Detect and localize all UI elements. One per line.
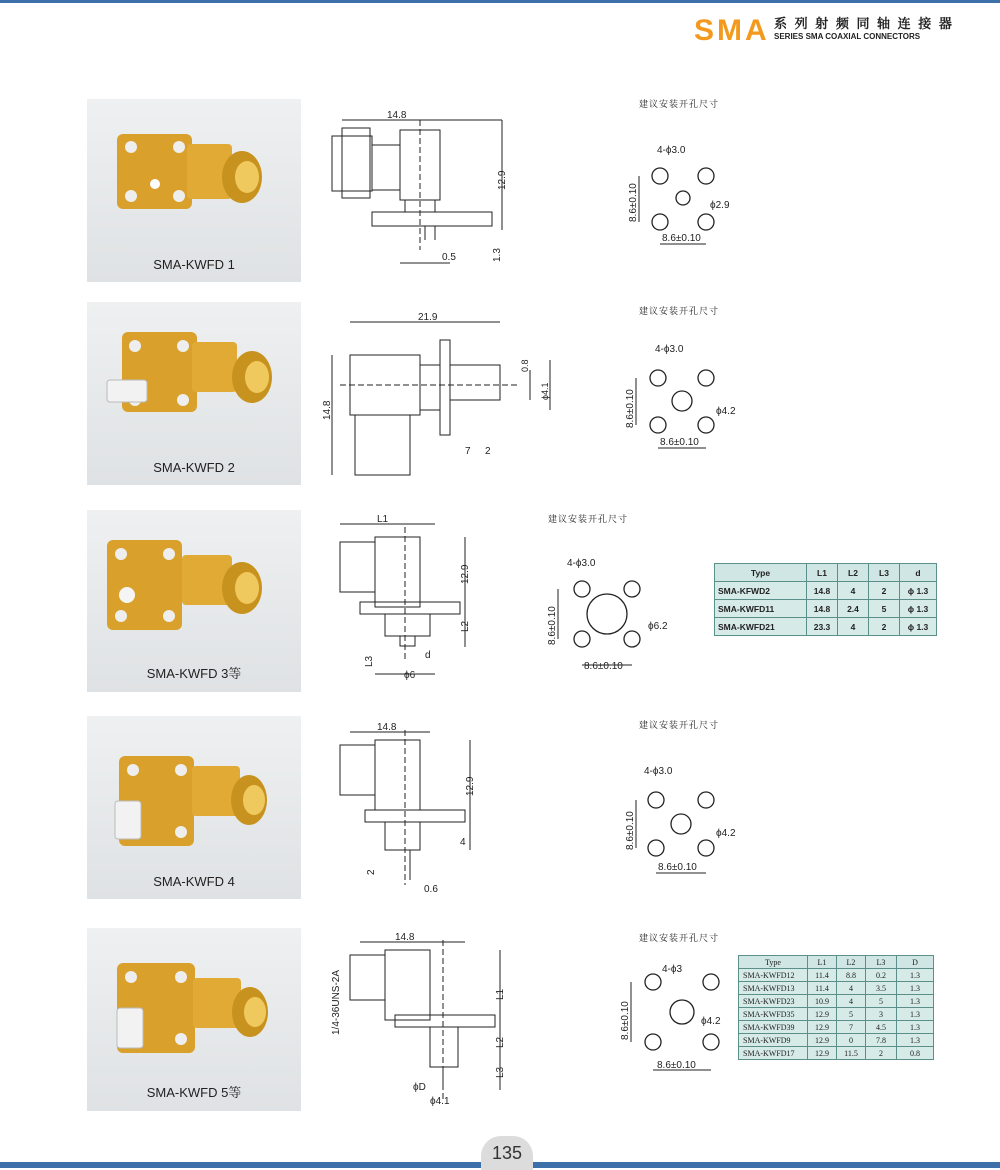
table-cell: 1.3 <box>897 1008 934 1021</box>
table-cell: SMA-KWFD11 <box>715 600 807 618</box>
table-cell: 5 <box>837 1008 866 1021</box>
table-header: d <box>900 564 937 582</box>
table-cell: 4.5 <box>866 1021 897 1034</box>
holes-center: ϕ6.2 <box>648 621 668 632</box>
table-cell: SMA-KWFD9 <box>739 1034 808 1047</box>
product-name: SMA-KWFD 3等 <box>146 666 242 681</box>
table-cell: SMA-KWFD35 <box>739 1008 808 1021</box>
table-row <box>739 1021 934 1034</box>
holes-four: 4-ϕ3.0 <box>567 558 596 569</box>
table-cell: SMA-KWFD17 <box>739 1047 808 1060</box>
hole-pattern-5 <box>617 958 737 1076</box>
dim-flange: 1.3 <box>492 248 503 262</box>
table-cell: 5 <box>869 600 900 618</box>
dim-pin: 0.5 <box>442 252 456 263</box>
table-cell: 11.5 <box>837 1047 866 1060</box>
holes-horizontal: 8.6±0.10 <box>660 437 699 448</box>
brand-logo: SMA <box>694 14 770 47</box>
dim-b: 2 <box>366 869 377 875</box>
table-cell: ϕ 1.3 <box>900 618 937 636</box>
holes-vertical: 8.6±0.10 <box>628 183 639 222</box>
table-cell: 23.3 <box>807 618 838 636</box>
table-header: L1 <box>808 956 837 969</box>
table-header-row <box>739 956 934 969</box>
holes-center: ϕ4.2 <box>716 406 736 417</box>
dim-height: 14.8 <box>322 400 333 420</box>
table-cell: 7.8 <box>866 1034 897 1047</box>
holes-horizontal: 8.6±0.10 <box>658 862 697 873</box>
header-title-cn: 系 列 射 频 同 轴 连 接 器 <box>774 16 954 31</box>
connector-image <box>87 302 301 485</box>
table-cell: 2.4 <box>838 600 869 618</box>
table-row <box>739 995 934 1008</box>
spec-table-1 <box>714 563 937 636</box>
header-title-en: SERIES SMA COAXIAL CONNECTORS <box>774 32 921 41</box>
dim-l1: L1 <box>495 988 506 1000</box>
table-cell: 1.3 <box>897 1021 934 1034</box>
table-cell: 4 <box>837 995 866 1008</box>
dim-l2: L2 <box>495 1036 506 1048</box>
table-header: D <box>897 956 934 969</box>
product-name: SMA-KWFD 2 <box>153 460 235 475</box>
table-header: L3 <box>866 956 897 969</box>
hole-title-1: 建议安装开孔尺寸 <box>639 99 720 109</box>
dim-c: 0.6 <box>424 884 438 895</box>
hole-title-3: 建议安装开孔尺寸 <box>548 514 629 524</box>
product-photo-4 <box>87 716 301 899</box>
table-cell: 3 <box>866 1008 897 1021</box>
hole-pattern-4 <box>622 760 747 880</box>
table-row <box>715 600 937 618</box>
holes-four: 4-ϕ3 <box>662 964 683 975</box>
product-photo-2 <box>87 302 301 485</box>
table-row <box>739 1034 934 1047</box>
table-cell: 12.9 <box>808 1047 837 1060</box>
table-row <box>715 582 937 600</box>
connector-image <box>87 99 301 282</box>
table-cell: SMA-KWFD39 <box>739 1021 808 1034</box>
table-cell: 2 <box>869 582 900 600</box>
dim-width: 21.9 <box>418 312 438 323</box>
dim-width: 14.8 <box>377 722 397 733</box>
table-header: L3 <box>869 564 900 582</box>
dim-width: 14.8 <box>395 932 415 943</box>
hole-pattern-1 <box>624 140 744 255</box>
product-name: SMA-KWFD 1 <box>153 257 235 272</box>
hole-pattern-3 <box>542 555 672 675</box>
drawing-1 <box>320 100 520 275</box>
table-row <box>739 1008 934 1021</box>
table-header-row <box>715 564 937 582</box>
holes-center: ϕ4.2 <box>701 1016 721 1027</box>
table-cell: 1.3 <box>897 969 934 982</box>
hole-title-5: 建议安装开孔尺寸 <box>639 933 720 943</box>
table-cell: 11.4 <box>808 982 837 995</box>
table-cell: 5 <box>866 995 897 1008</box>
table-row <box>739 1047 934 1060</box>
table-row <box>739 982 934 995</box>
table-cell: ϕ 1.3 <box>900 582 937 600</box>
page-number: 135 <box>481 1136 533 1170</box>
table-cell: SMA-KFWD2 <box>715 582 807 600</box>
drawing-5 <box>325 930 530 1110</box>
table-cell: 12.9 <box>808 1008 837 1021</box>
hole-title-2: 建议安装开孔尺寸 <box>639 306 720 316</box>
table-header: L2 <box>838 564 869 582</box>
product-photo-1 <box>87 99 301 282</box>
table-cell: SMA-KWFD21 <box>715 618 807 636</box>
table-cell: SMA-KWFD13 <box>739 982 808 995</box>
product-photo-5 <box>87 928 301 1111</box>
drawing-4 <box>330 720 490 895</box>
table-row <box>739 969 934 982</box>
table-header: Type <box>715 564 807 582</box>
dim-d: ϕD <box>413 1082 426 1093</box>
dim-d: d <box>425 650 431 661</box>
holes-horizontal: 8.6±0.10 <box>584 661 623 672</box>
table-header: L1 <box>807 564 838 582</box>
table-cell: 14.8 <box>807 600 838 618</box>
table-cell: 0.2 <box>866 969 897 982</box>
dim-c: 7 <box>465 446 471 457</box>
connector-image <box>87 716 301 899</box>
table-cell: 14.8 <box>807 582 838 600</box>
table-cell: 4 <box>838 582 869 600</box>
table-cell: SMA-KWFD12 <box>739 969 808 982</box>
table-header: Type <box>739 956 808 969</box>
drawing-3 <box>330 512 500 687</box>
hole-pattern-2 <box>622 340 747 455</box>
product-name: SMA-KWFD 5等 <box>146 1085 242 1100</box>
dim-a: 0.8 <box>520 359 530 372</box>
holes-vertical: 8.6±0.10 <box>625 811 636 850</box>
top-rule <box>0 0 1000 3</box>
dim-l1: L1 <box>377 514 389 525</box>
holes-horizontal: 8.6±0.10 <box>662 233 701 244</box>
table-cell: 8.8 <box>837 969 866 982</box>
table-cell: 0 <box>837 1034 866 1047</box>
table-cell: 1.3 <box>897 1034 934 1047</box>
table-cell: 7 <box>837 1021 866 1034</box>
dim-l3: L3 <box>364 655 375 667</box>
table-cell: ϕ 1.3 <box>900 600 937 618</box>
dim-height: 12.9 <box>497 170 508 190</box>
dim-dia: ϕ4.1 <box>430 1096 450 1107</box>
dim-height: 12.9 <box>465 776 476 796</box>
dim-l3: L3 <box>495 1066 506 1078</box>
dim-width: 14.8 <box>387 110 407 121</box>
table-cell: 10.9 <box>808 995 837 1008</box>
holes-vertical: 8.6±0.10 <box>625 389 636 428</box>
dim-height: 12.9 <box>460 564 471 584</box>
holes-four: 4-ϕ3.0 <box>655 344 684 355</box>
holes-vertical: 8.6±0.10 <box>620 1001 631 1040</box>
holes-horizontal: 8.6±0.10 <box>657 1060 696 1071</box>
holes-center: ϕ2.9 <box>710 200 730 211</box>
table-cell: 12.9 <box>808 1021 837 1034</box>
holes-center: ϕ4.2 <box>716 828 736 839</box>
table-cell: 12.9 <box>808 1034 837 1047</box>
dim-l2: L2 <box>460 620 471 632</box>
table-cell: 0.8 <box>897 1047 934 1060</box>
product-name: SMA-KWFD 4 <box>153 874 235 889</box>
hole-title-4: 建议安装开孔尺寸 <box>639 720 720 730</box>
holes-four: 4-ϕ3.0 <box>657 145 686 156</box>
holes-vertical: 8.6±0.10 <box>547 606 558 645</box>
table-cell: SMA-KWFD23 <box>739 995 808 1008</box>
table-cell: 4 <box>837 982 866 995</box>
product-photo-3 <box>87 510 301 692</box>
table-cell: 4 <box>838 618 869 636</box>
table-row <box>715 618 937 636</box>
table-cell: 1.3 <box>897 982 934 995</box>
table-cell: 11.4 <box>808 969 837 982</box>
dim-thread: 1/4-36UNS-2A <box>331 969 342 1035</box>
drawing-2 <box>320 310 560 480</box>
table-cell: 2 <box>869 618 900 636</box>
dim-dia: ϕ6 <box>404 670 416 681</box>
table-cell: 1.3 <box>897 995 934 1008</box>
holes-four: 4-ϕ3.0 <box>644 766 673 777</box>
dim-a: 4 <box>460 837 466 848</box>
dim-b: ϕ4.1 <box>540 382 550 400</box>
table-cell: 2 <box>866 1047 897 1060</box>
table-header: L2 <box>837 956 866 969</box>
table-cell: 3.5 <box>866 982 897 995</box>
spec-table-2 <box>738 955 934 1060</box>
dim-d: 2 <box>485 446 491 457</box>
